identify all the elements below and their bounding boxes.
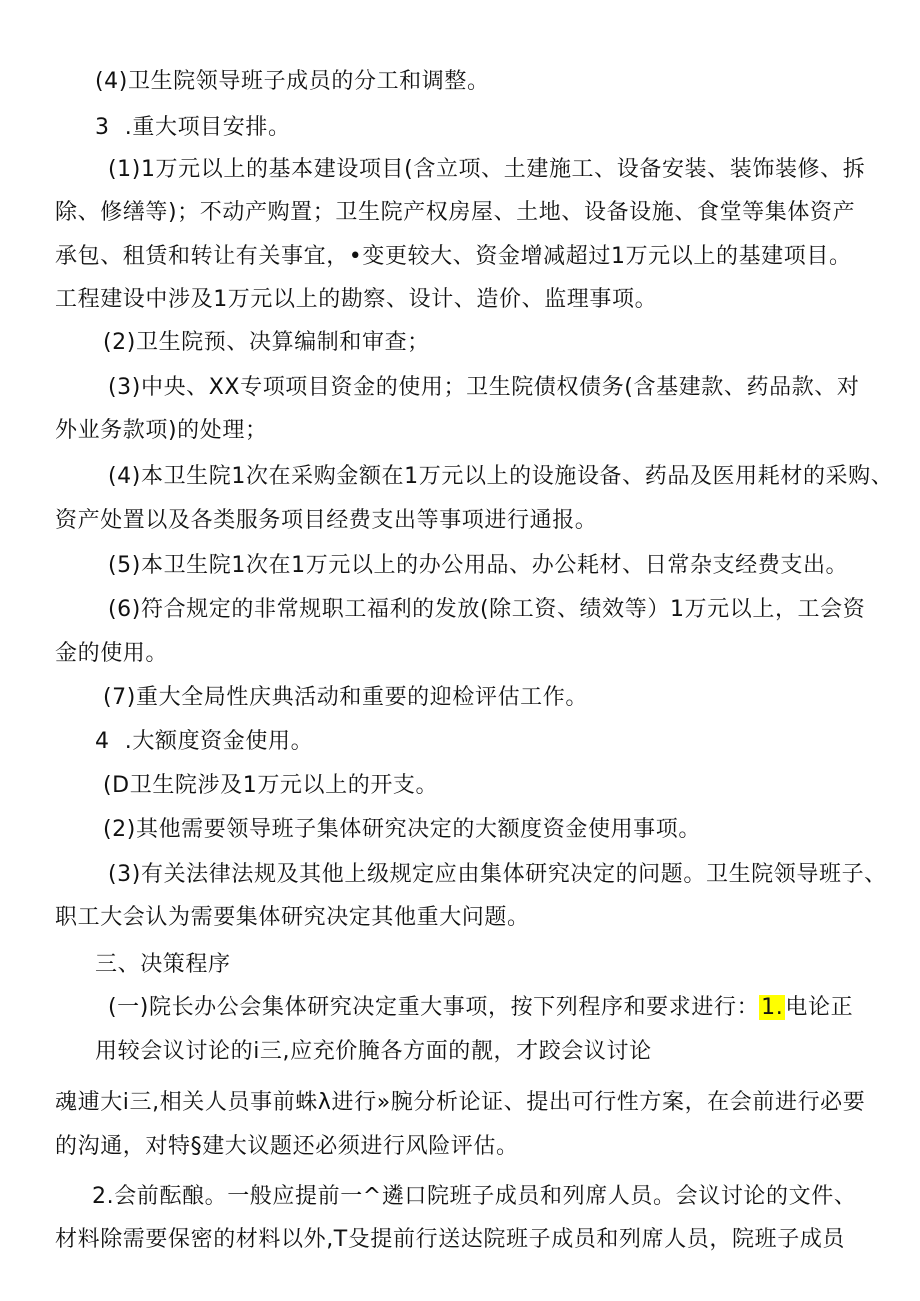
section-heading: 三、决策程序 [95,952,231,977]
text-line: 的沟通，对特§建大议题还必须进行风险评估。 [55,1134,519,1159]
text-line: (6)符合规定的非常规职工福利的发放(除工资、绩效等）1万元以上，工会资 [108,597,866,622]
text-line: (2)其他需要领导班子集体研究决定的大额度资金使用事项。 [103,817,701,842]
text-line: 工程建设中涉及1万元以上的勘察、设计、造价、监理事项。 [55,287,658,312]
text-line: 2.会前酝酿。一般应提前一^遴口院班子成员和列席人员。会议讨论的文件、 [92,1184,857,1209]
text-line: 用较会议讨论的i三,应充价腌各方面的靓，才跤会议讨论 [95,1039,652,1064]
text-line: (D卫生院涉及1万元以上的开支。 [103,773,439,798]
text-line: (2)卫生院预、决算编制和审查； [103,330,430,355]
text-line: (4)本卫生院1次在采购金额在1万元以上的设施设备、药品及医用耗材的采购、 [108,464,894,489]
text-line: (4)卫生院领导班子成员的分工和调整。 [95,69,490,94]
section-heading: 4 .大额度资金使用。 [95,729,314,754]
text-line: (5)本卫生院1次在1万元以上的办公用品、办公耗材、日常杂支经费支出。 [108,553,849,578]
text-line: 承包、租赁和转让有关事宜，•变更较大、资金增减超过1万元以上的基建项目。 [55,244,852,269]
text-line: 职工大会认为需要集体研究决定其他重大问题。 [55,905,530,930]
highlighted-text: 1. [761,995,784,1020]
text-line: 魂逋大i三,相关人员事前蛛λ进行»腕分析论证、提出可行性方案，在会前进行必要 [55,1090,866,1115]
text-line: (3)有关法律法规及其他上级规定应由集体研究决定的问题。卫生院领导班子、 [108,862,887,887]
text-line: 除、修缮等)；不动产购置；卫生院产权房屋、土地、设备设施、食堂等集体资产 [55,200,856,225]
text-line: 材料除需要保密的材料以外,T殳提前行送达院班子成员和列席人员，院班子成员 [55,1227,846,1252]
text-line: (3)中央、XX专项项目资金的使用；卫生院债权债务(含基建款、药品款、对 [108,375,860,400]
text-line: 外业务款项)的处理； [55,418,268,443]
text-line: (1)1万元以上的基本建设项目(含立项、土建施工、设备安装、装饰装修、拆 [108,157,866,182]
highlighted-text-line [108,995,853,1021]
text-line: 金的使用。 [55,641,169,666]
section-heading: 3 .重大项目安排。 [95,115,291,140]
text-segment: 电论正 [785,995,854,1020]
text-segment: (一)院长办公会集体研究决定重大事项，按下列程序和要求进行： [108,995,760,1020]
text-line: 资产处置以及各类服务项目经费支出等事项进行通报。 [55,508,598,533]
text-line: (7)重大全局性庆典活动和重要的迎检评估工作。 [103,685,588,710]
